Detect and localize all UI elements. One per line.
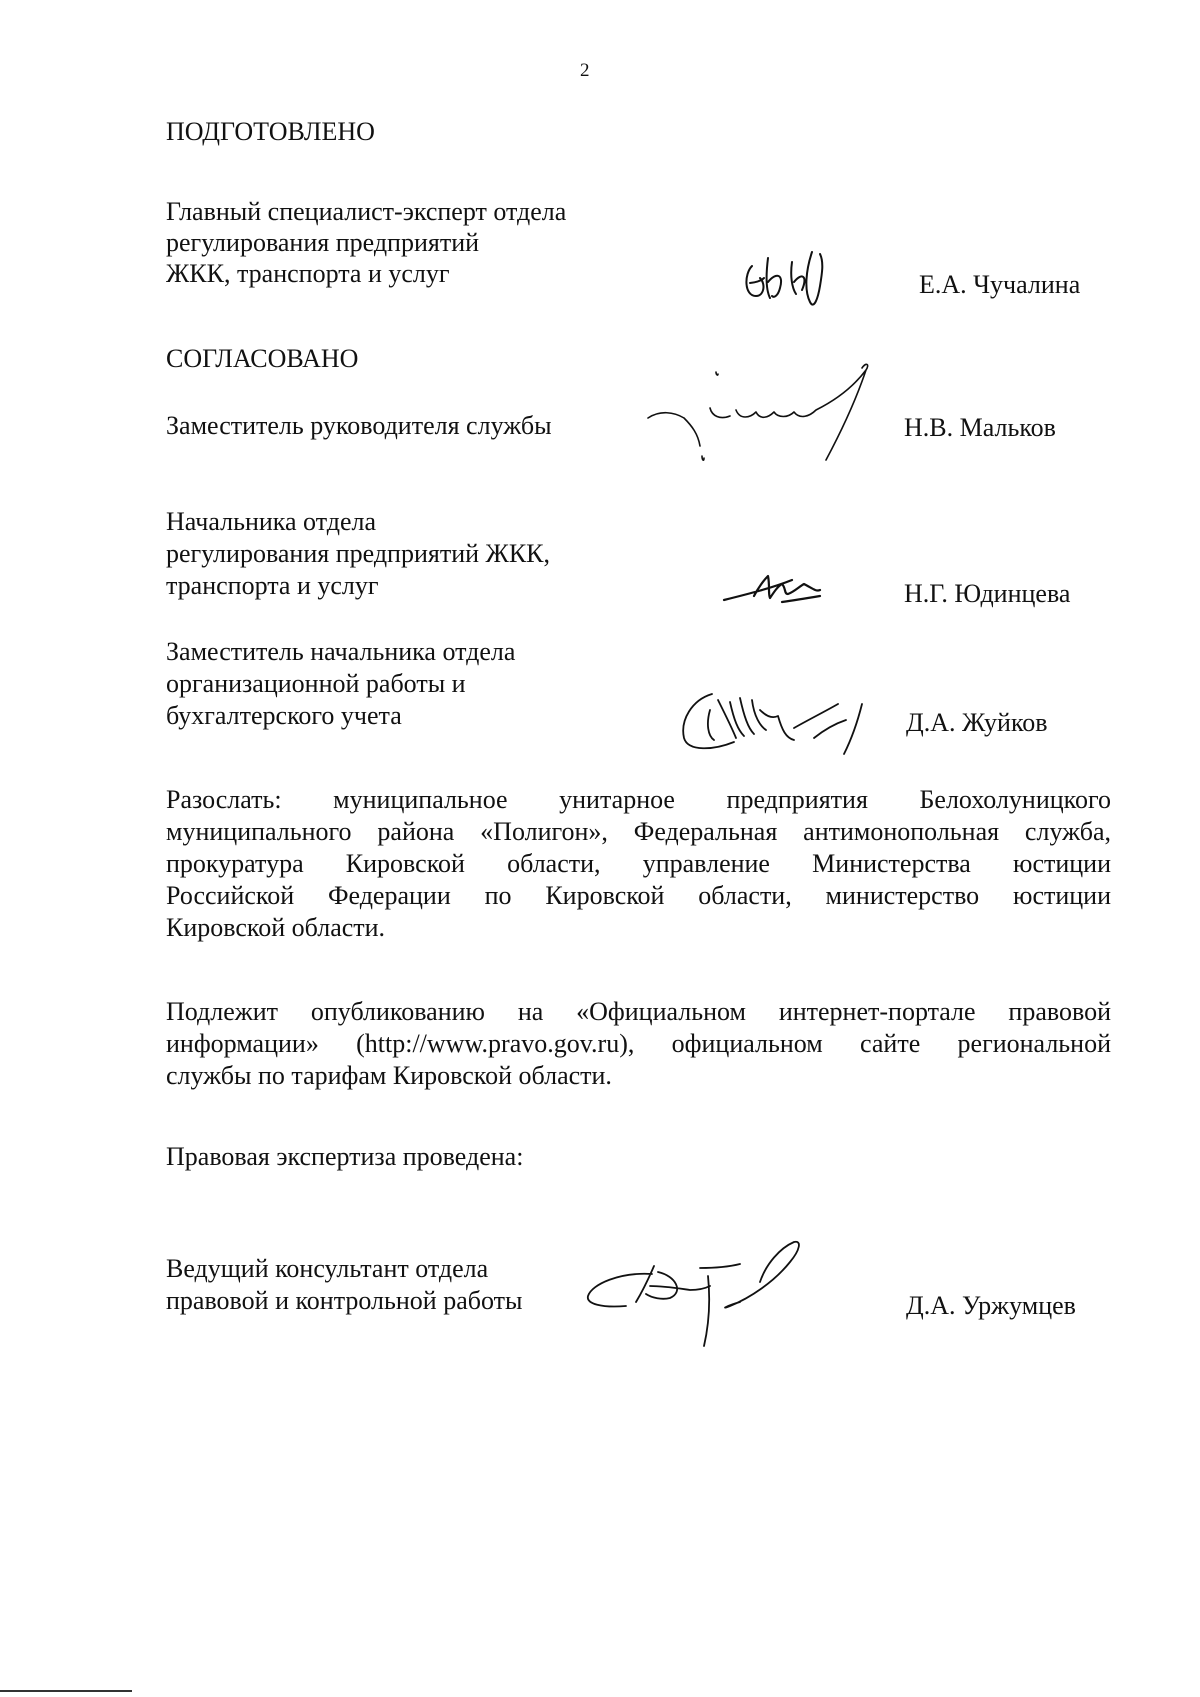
signer-2-position-line-3: транспорта и услуг xyxy=(166,571,379,600)
signature-urzhumtsev xyxy=(580,1236,850,1356)
signature-chuchalina xyxy=(740,238,850,318)
signer-3-position-line-2: организационной работы и xyxy=(166,669,466,698)
signer-2-position-line-1: Начальника отдела xyxy=(166,507,377,536)
legal-review-position-line-1: Ведущий консультант отдела xyxy=(166,1254,489,1283)
publication-line-3: службы по тарифам Кировской области. xyxy=(166,1061,612,1090)
legal-review-header: Правовая экспертиза проведена: xyxy=(166,1142,524,1171)
distribution-paragraph xyxy=(166,784,1111,944)
publication-paragraph xyxy=(166,996,1111,1092)
prepared-position-line-3: ЖКК, транспорта и услуг xyxy=(166,259,450,288)
prepared-position-line-2: регулирования предприятий xyxy=(166,228,480,257)
publication-line-2: информации» (http://www.pravo.gov.ru), официальном сайте региональной xyxy=(166,1029,1111,1058)
distribution-line-5: Кировской области. xyxy=(166,913,386,942)
distribution-line-1: Разослать: муниципальное унитарное предприятия Белохолуницкого xyxy=(166,785,1111,814)
signer-2-name: Н.Г. Юдинцева xyxy=(904,579,1071,608)
distribution-line-3: прокуратура Кировской области, управление Министерства юстиции xyxy=(166,849,1111,878)
prepared-position-line-1: Главный специалист-эксперт отдела xyxy=(166,197,567,226)
signature-zhuykov xyxy=(674,680,904,760)
publication-line-1: Подлежит опубликованию на «Официальном интернет-портале правовой xyxy=(166,997,1111,1026)
signature-malkov xyxy=(640,360,910,470)
legal-review-name: Д.А. Уржумцев xyxy=(906,1291,1076,1320)
distribution-line-4: Российской Федерации по Кировской области, министерство юстиции xyxy=(166,881,1111,910)
signer-3-name: Д.А. Жуйков xyxy=(906,708,1048,737)
page-number: 2 xyxy=(580,60,590,81)
prepared-name: Е.А. Чучалина xyxy=(919,270,1081,299)
prepared-header: ПОДГОТОВЛЕНО xyxy=(166,117,375,146)
signer-2-position-line-2: регулирования предприятий ЖКК, xyxy=(166,539,551,568)
agreed-header: СОГЛАСОВАНО xyxy=(166,344,359,373)
signer-3-position-line-1: Заместитель начальника отдела xyxy=(166,637,516,666)
signer-1-name: Н.В. Мальков xyxy=(904,413,1056,442)
legal-review-position-line-2: правовой и контрольной работы xyxy=(166,1286,523,1315)
signer-3-position-line-3: бухгалтерского учета xyxy=(166,701,402,730)
signer-1-position-line-1: Заместитель руководителя службы xyxy=(166,411,552,440)
signature-yudintseva xyxy=(720,562,830,612)
scan-edge-line xyxy=(0,1690,132,1692)
distribution-line-2: муниципального района «Полигон», Федеральная антимонопольная служба, xyxy=(166,817,1111,846)
